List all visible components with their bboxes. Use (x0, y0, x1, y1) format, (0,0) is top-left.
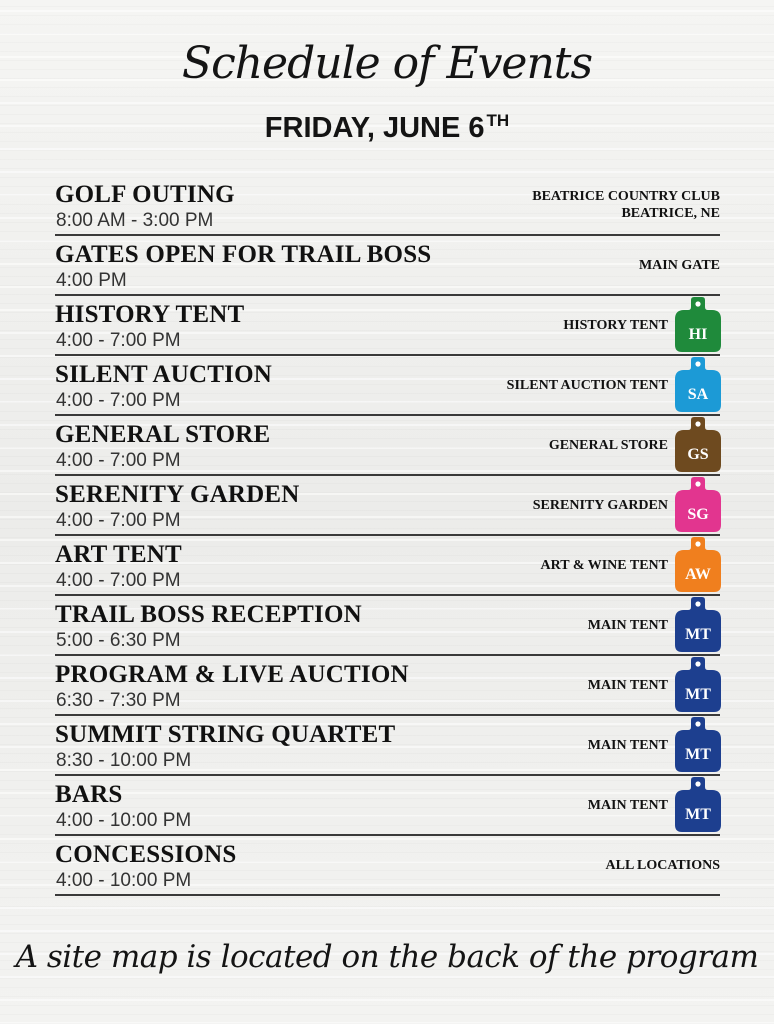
event-name: SUMMIT STRING QUARTET (55, 721, 396, 748)
schedule-row (55, 776, 720, 836)
event-time: 4:00 - 7:00 PM (56, 450, 181, 471)
event-date-suffix: TH (486, 111, 510, 130)
tag-hole (695, 721, 700, 726)
event-time: 6:30 - 7:30 PM (56, 690, 181, 711)
location-text (588, 797, 668, 814)
location-text (563, 317, 668, 334)
schedule-row (55, 236, 720, 296)
event-date-text: FRIDAY, JUNE 6 (264, 112, 485, 144)
location-text (507, 377, 668, 394)
location-line: ART & WINE TENT (540, 557, 668, 573)
event-location (639, 236, 720, 294)
tag-label: MT (685, 746, 711, 763)
location-line: MAIN TENT (587, 617, 668, 633)
location-line: SILENT AUCTION TENT (506, 377, 668, 393)
ear-tag-icon (674, 597, 722, 653)
event-name: BARS (55, 781, 123, 808)
tag-label: SG (687, 506, 709, 523)
site-map-note: A site map is located on the back of the program (15, 939, 759, 975)
ear-tag-icon (674, 537, 722, 593)
location-line: HISTORY TENT (563, 317, 668, 333)
event-name: GENERAL STORE (55, 421, 271, 448)
ear-tag-icon (674, 717, 722, 773)
location-line: ALL LOCATIONS (605, 857, 720, 873)
schedule-row (55, 296, 720, 356)
event-time: 4:00 - 7:00 PM (56, 330, 181, 351)
location-text (533, 497, 668, 514)
schedule-row (55, 596, 720, 656)
tag-hole (695, 541, 700, 546)
location-text (532, 188, 720, 222)
event-time: 8:00 AM - 3:00 PM (56, 210, 214, 231)
event-name: CONCESSIONS (55, 841, 237, 868)
schedule-row (55, 716, 720, 776)
event-location (533, 476, 720, 534)
event-date (0, 101, 774, 148)
location-text (541, 557, 669, 574)
event-location (549, 416, 720, 474)
event-location (507, 356, 720, 414)
schedule-row (55, 536, 720, 596)
location-text (588, 617, 668, 634)
event-name: TRAIL BOSS RECEPTION (55, 601, 362, 628)
event-time: 4:00 - 10:00 PM (56, 810, 192, 831)
tag-hole (695, 361, 700, 366)
tag-hole (695, 421, 700, 426)
ear-tag-icon (674, 657, 722, 713)
schedule-row (55, 176, 720, 236)
location-line: MAIN GATE (638, 257, 720, 273)
location-text (606, 857, 721, 874)
location-text (588, 677, 668, 694)
tag-label: GS (687, 446, 709, 463)
tag-hole (695, 781, 700, 786)
schedule-row (55, 656, 720, 716)
location-line: MAIN TENT (587, 737, 668, 753)
ear-tag-icon (674, 777, 722, 833)
ear-tag-icon (674, 357, 722, 413)
ear-tag-icon (674, 297, 722, 353)
schedule-row (55, 836, 720, 896)
event-name: HISTORY TENT (55, 301, 245, 328)
event-location (588, 596, 720, 654)
event-name: GATES OPEN FOR TRAIL BOSS (55, 241, 432, 268)
schedule-list (55, 176, 720, 896)
tag-label: SA (687, 386, 709, 403)
schedule-row (55, 476, 720, 536)
location-line: MAIN TENT (587, 677, 668, 693)
location-text (639, 257, 720, 274)
schedule-row (55, 416, 720, 476)
event-location (588, 776, 720, 834)
event-location (532, 176, 720, 234)
tag-hole (695, 301, 700, 306)
page-title: Schedule of Events (181, 38, 593, 89)
event-time: 4:00 - 7:00 PM (56, 390, 181, 411)
tag-hole (695, 661, 700, 666)
tag-hole (695, 481, 700, 486)
event-time: 4:00 - 7:00 PM (56, 510, 181, 531)
event-name: SILENT AUCTION (55, 361, 272, 388)
event-time: 4:00 PM (56, 270, 127, 291)
location-line: SERENITY GARDEN (532, 497, 668, 513)
tag-label: HI (688, 326, 708, 343)
event-time: 4:00 - 7:00 PM (56, 570, 181, 591)
event-time: 4:00 - 10:00 PM (56, 870, 192, 891)
event-location (588, 656, 720, 714)
location-line: GENERAL STORE (548, 437, 668, 453)
event-time: 8:30 - 10:00 PM (56, 750, 192, 771)
location-text (588, 737, 668, 754)
ear-tag-icon (674, 417, 722, 473)
tag-hole (695, 601, 700, 606)
location-line: BEATRICE, NE (621, 206, 720, 221)
event-name: PROGRAM & LIVE AUCTION (55, 661, 409, 688)
tag-label: MT (685, 626, 711, 643)
event-name: ART TENT (55, 541, 182, 568)
event-time: 5:00 - 6:30 PM (56, 630, 181, 651)
location-line: MAIN TENT (587, 797, 668, 813)
event-location (541, 536, 721, 594)
event-location (563, 296, 720, 354)
event-location (588, 716, 720, 774)
event-name: GOLF OUTING (55, 181, 235, 208)
event-location (606, 836, 721, 894)
ear-tag-icon (674, 477, 722, 533)
tag-label: MT (685, 806, 711, 823)
location-line: BEATRICE COUNTRY CLUB (532, 189, 720, 204)
schedule-row (55, 356, 720, 416)
event-name: SERENITY GARDEN (55, 481, 300, 508)
tag-label: MT (685, 686, 711, 703)
tag-label: AW (685, 566, 711, 583)
location-text (549, 437, 668, 454)
